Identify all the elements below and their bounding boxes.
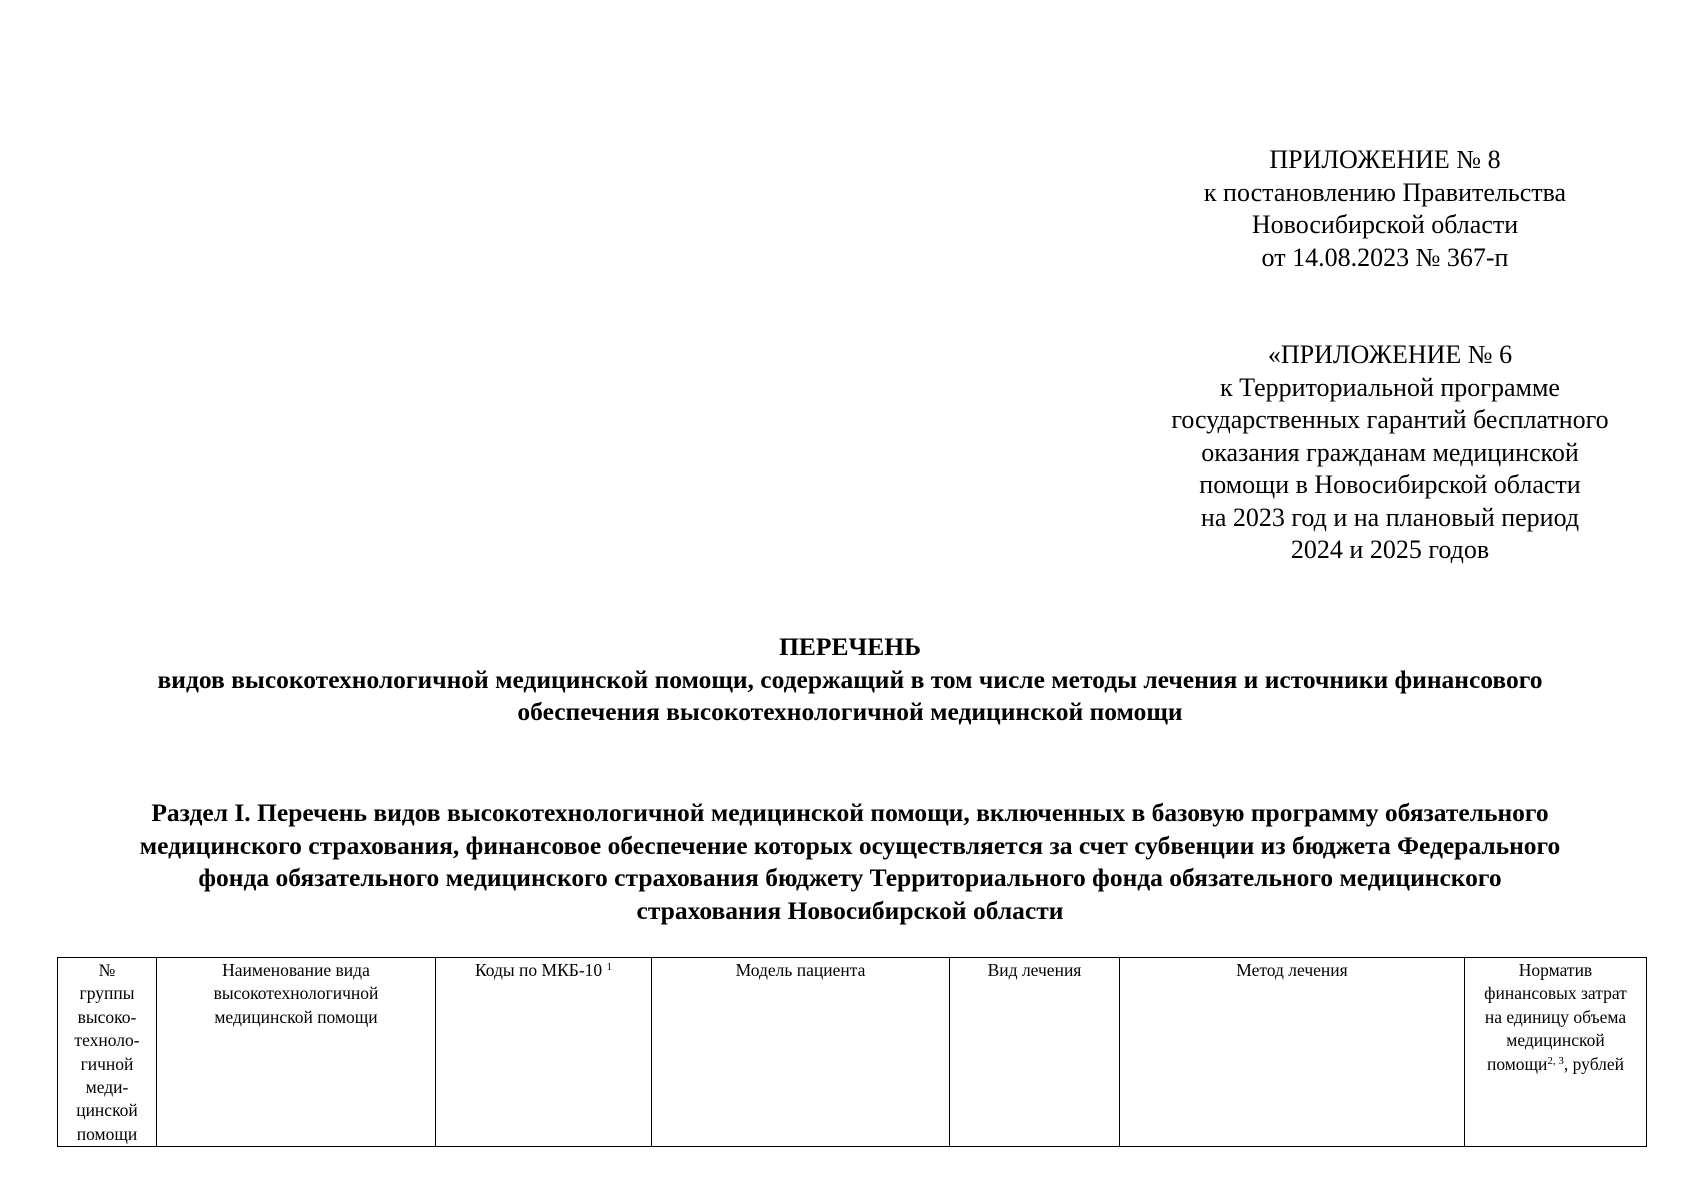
appendix-8-header — [1150, 144, 1620, 274]
section-title-line: фонда обязательного медицинского страхования бюджету Территориального фонда обязательного медицинского — [198, 863, 1502, 892]
header-line: высоко- — [77, 1006, 137, 1027]
section-title-line: Раздел I. Перечень видов высокотехнологичной медицинской помощи, включенных в базовую программу обязательного — [151, 798, 1549, 827]
header-line — [1467, 1053, 1644, 1076]
appendix-6-header — [1120, 339, 1660, 567]
title-heading: ПЕРЕЧЕНЬ — [779, 632, 921, 661]
appendix-6-line: «ПРИЛОЖЕНИЕ № 6 — [1267, 340, 1513, 369]
appendix-6-line: помощи в Новосибирской области — [1199, 470, 1581, 499]
header-line — [438, 959, 649, 982]
title-subtitle-line: обеспечения высокотехнологичной медицинской помощи — [517, 697, 1183, 726]
header-line: меди- — [85, 1077, 129, 1098]
appendix-8-line: Новосибирской области — [1251, 210, 1519, 239]
header-line: гичной — [80, 1053, 134, 1074]
header-icd-codes — [436, 958, 652, 1147]
appendix-8-line: к постановлению Правительства — [1203, 177, 1567, 207]
section-title — [40, 797, 1660, 927]
header-cost-prefix: помощи — [1486, 1053, 1548, 1074]
appendix-8-line: от 14.08.2023 № 367-п — [1261, 242, 1509, 272]
header-line: высокотехнологичной — [213, 983, 379, 1004]
header-line: Метод лечения — [1236, 960, 1348, 980]
header-line: Норматив — [1518, 960, 1593, 980]
header-line: на единицу объема — [1484, 1006, 1627, 1027]
header-group-number — [58, 958, 157, 1147]
section-title-line: страхования Новосибирской области — [636, 895, 1064, 925]
header-treatment-method — [1120, 958, 1465, 1147]
header-icd-label: Коды по МКБ-10 — [474, 960, 603, 980]
header-line: помощи — [76, 1123, 138, 1144]
header-patient-model — [652, 958, 950, 1147]
header-line: Вид лечения — [987, 960, 1082, 980]
header-cost-norm — [1465, 958, 1647, 1147]
vmp-table — [57, 957, 1647, 1147]
footnote-marker: 1 — [606, 961, 613, 973]
appendix-6-line: на 2023 год и на плановый период — [1200, 502, 1580, 532]
appendix-6-line: государственных гарантий бесплатного — [1171, 405, 1609, 434]
appendix-6-line: к Территориальной программе — [1220, 372, 1560, 402]
header-line: Наименование вида — [222, 960, 370, 980]
header-care-type-name — [157, 958, 436, 1147]
header-cost-suffix: , рублей — [1563, 1053, 1625, 1074]
title-subtitle-line: видов высокотехнологичной медицинской помощи, содержащий в том числе методы лечения и источники финансового — [157, 664, 1543, 694]
document-title — [40, 631, 1660, 729]
table-header-row — [58, 958, 1647, 1147]
header-line: финансовых затрат — [1484, 983, 1627, 1004]
appendix-8-line: ПРИЛОЖЕНИЕ № 8 — [1269, 145, 1501, 174]
section-title-line: медицинского страхования, финансовое обеспечение которых осуществляется за счет субвенции из бюджета Федерального — [139, 830, 1561, 860]
header-line: медицинской — [1506, 1030, 1605, 1051]
header-line: цинской — [76, 1100, 138, 1121]
header-line: техноло- — [74, 1030, 140, 1051]
header-line: медицинской помощи — [214, 1006, 378, 1027]
footnote-marker: 2, 3 — [1547, 1054, 1564, 1067]
header-line: Модель пациента — [735, 960, 866, 980]
appendix-6-line: 2024 и 2025 годов — [1290, 535, 1490, 564]
header-line: группы — [79, 983, 135, 1004]
header-treatment-type — [950, 958, 1120, 1147]
header-line: № — [98, 960, 116, 980]
appendix-6-line: оказания гражданам медицинской — [1201, 437, 1579, 467]
